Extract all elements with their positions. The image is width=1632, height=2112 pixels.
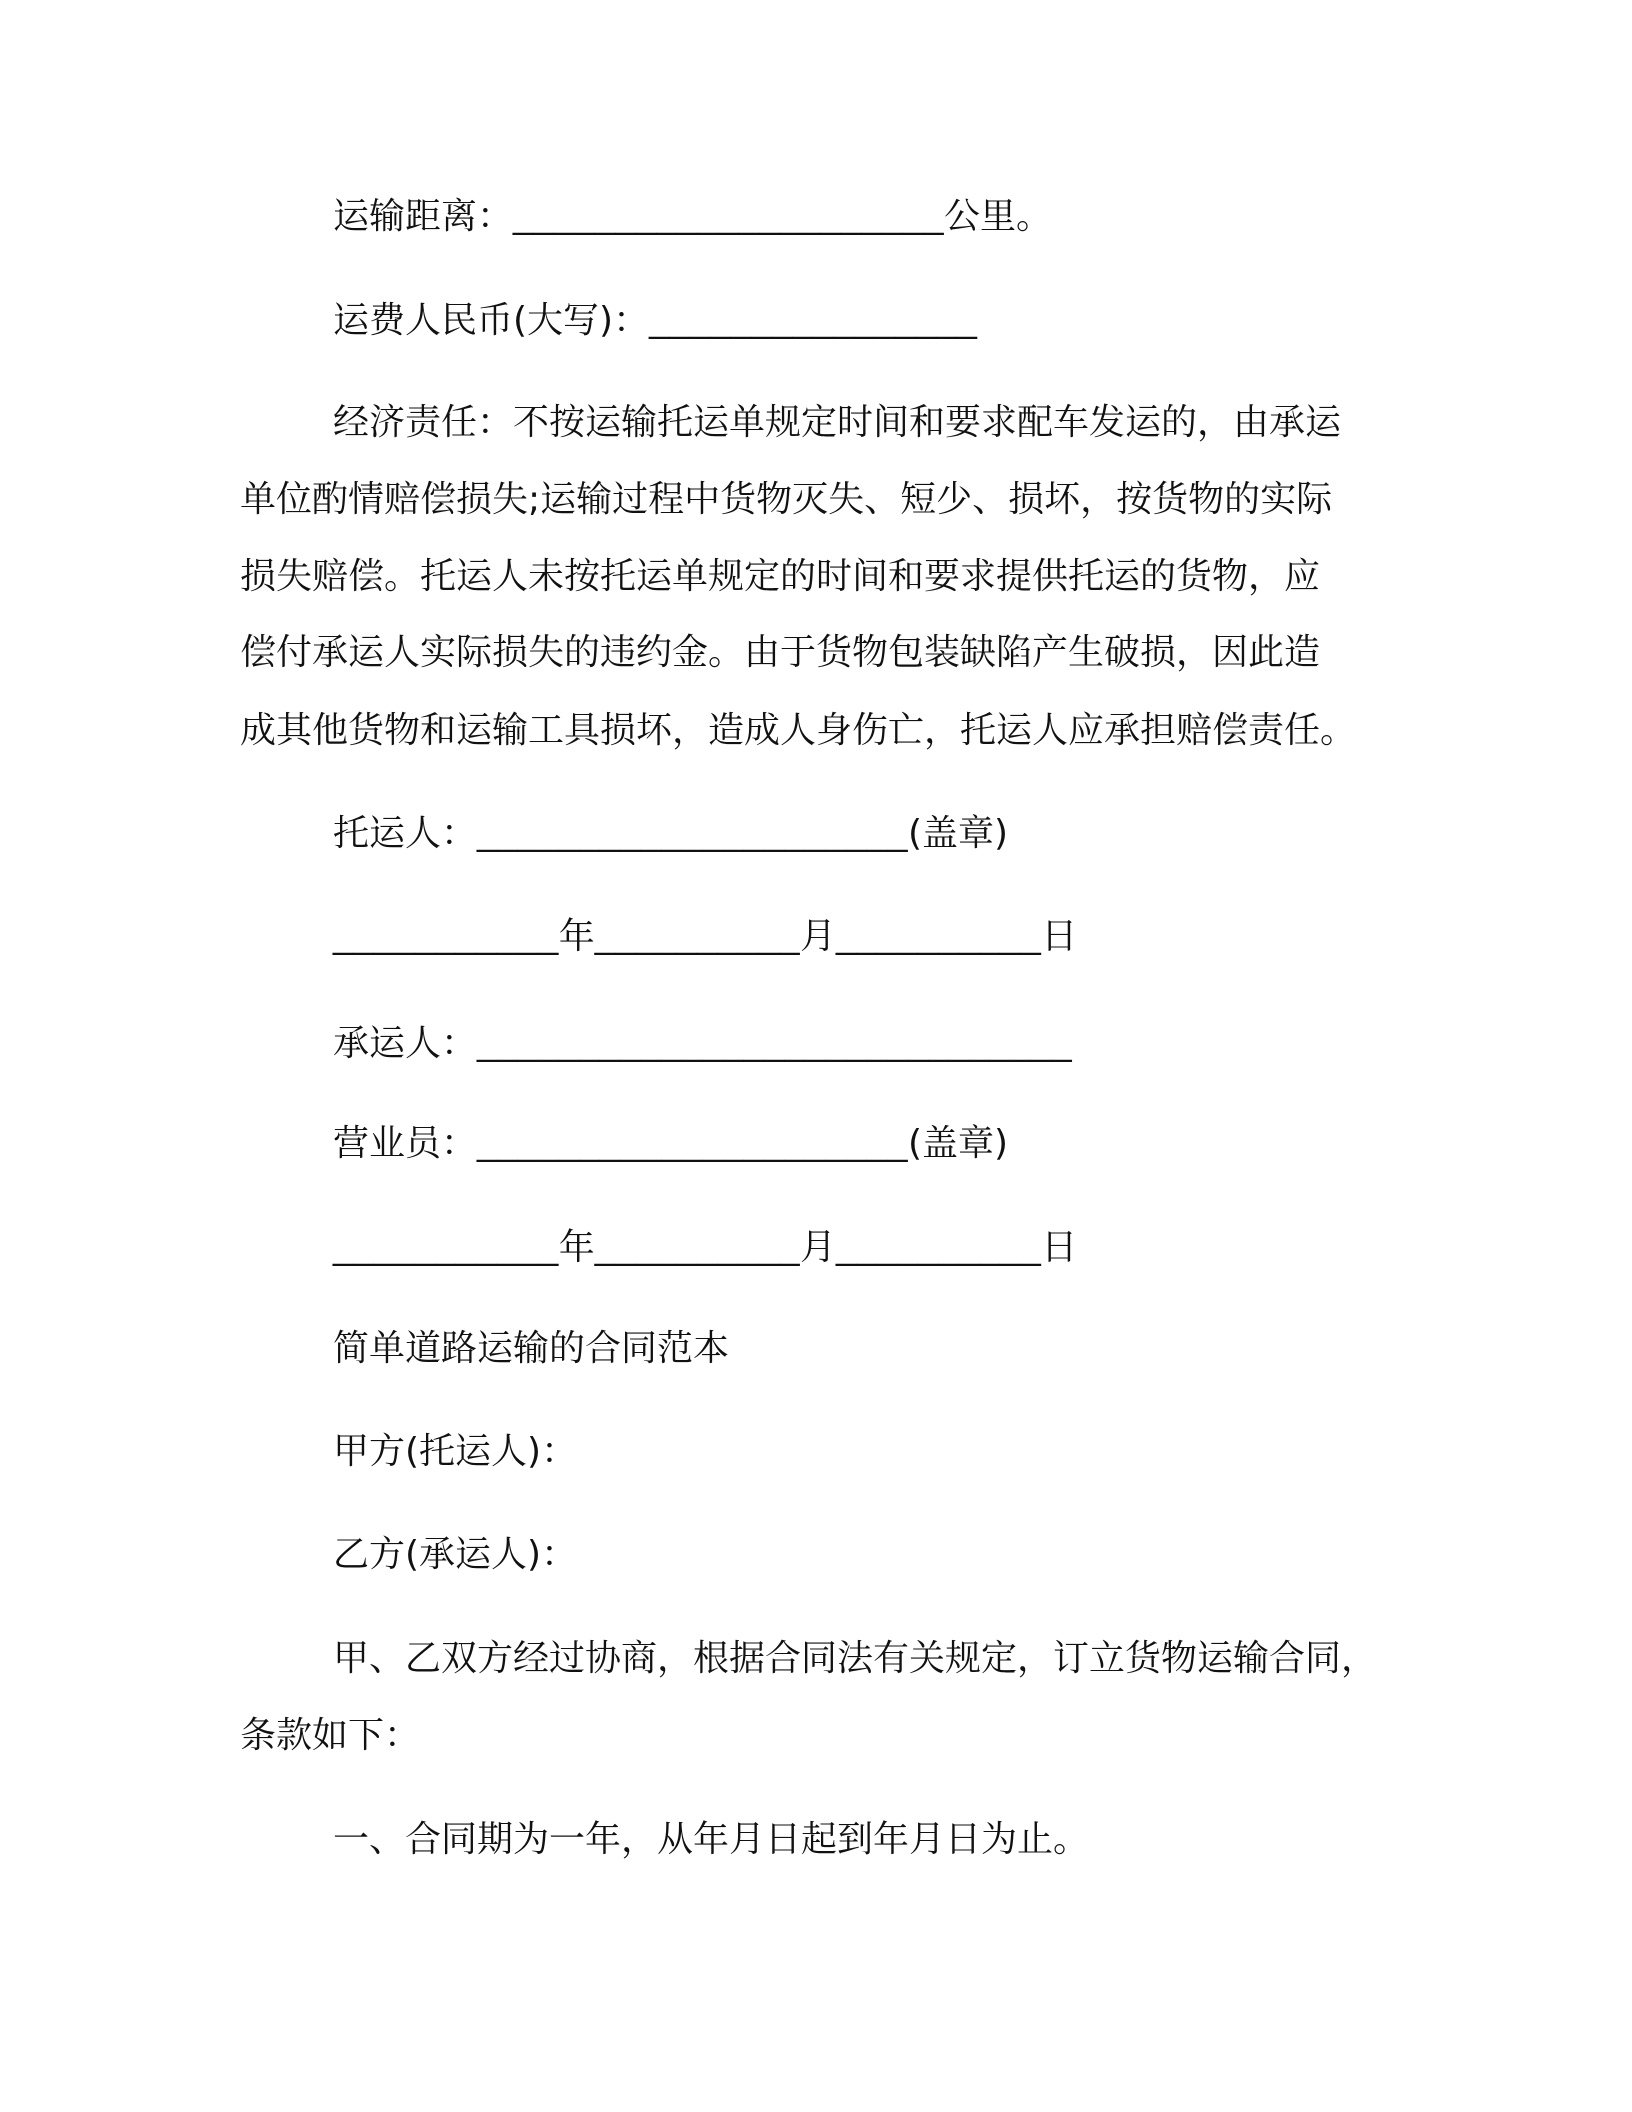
year-label: 年 [558, 916, 595, 957]
clerk-line [333, 1121, 1008, 1166]
clause-1: 一、合同期为一年，从年月日起到年月日为止。 [333, 1819, 1090, 1860]
carrier-line [333, 1021, 1072, 1066]
clerk-seal: (盖章) [907, 1123, 1009, 1164]
day-blank: __________ [836, 915, 1042, 956]
year-blank: ___________ [333, 1226, 559, 1267]
year-label: 年 [558, 1227, 595, 1268]
fee-blank: ________________ [649, 299, 978, 340]
distance-unit: 公里。 [943, 196, 1052, 237]
year-blank: ___________ [333, 915, 559, 956]
fee-label: 运费人民币(大写)： [333, 300, 650, 341]
shipper-label: 托运人： [333, 813, 478, 854]
carrier-label: 承运人： [333, 1023, 478, 1064]
distance-label: 运输距离： [333, 196, 514, 237]
distance-blank: _____________________ [513, 195, 944, 236]
intro-line-1: 甲、乙双方经过协商，根据合同法有关规定，订立货物运输合同， [333, 1638, 1378, 1679]
month-blank: __________ [594, 1226, 800, 1267]
month-blank: __________ [594, 915, 800, 956]
month-label: 月 [799, 1227, 836, 1268]
shipper-line [333, 811, 1008, 856]
liability-line-4: 偿付承运人实际损失的违约金。由于货物包装缺陷产生破损，因此造 [240, 632, 1321, 673]
date-line-2 [333, 1225, 1077, 1270]
month-label: 月 [799, 916, 836, 957]
clerk-label: 营业员： [333, 1123, 478, 1164]
day-label: 日 [1041, 916, 1078, 957]
intro-line-2: 条款如下： [240, 1715, 421, 1756]
shipper-blank: _____________________ [477, 812, 908, 853]
carrier-blank: _____________________________ [477, 1022, 1073, 1063]
date-line-1 [333, 914, 1077, 959]
liability-line-2: 单位酌情赔偿损失;运输过程中货物灭失、短少、损坏，按货物的实际 [240, 479, 1333, 520]
fee-line [333, 298, 977, 343]
liability-line-5: 成其他货物和运输工具损坏，造成人身伤亡，托运人应承担赔偿责任。 [240, 710, 1357, 751]
party-b: 乙方(承运人)： [333, 1534, 578, 1575]
liability-line-1: 经济责任：不按运输托运单规定时间和要求配车发运的，由承运 [333, 402, 1342, 443]
day-label: 日 [1041, 1227, 1078, 1268]
clerk-blank: _____________________ [477, 1122, 908, 1163]
party-a: 甲方(托运人)： [333, 1431, 578, 1472]
day-blank: __________ [836, 1226, 1042, 1267]
distance-line [333, 194, 1052, 239]
liability-line-3: 损失赔偿。托运人未按托运单规定的时间和要求提供托运的货物，应 [240, 556, 1321, 597]
shipper-seal: (盖章) [907, 813, 1009, 854]
section-title: 简单道路运输的合同范本 [333, 1328, 730, 1369]
